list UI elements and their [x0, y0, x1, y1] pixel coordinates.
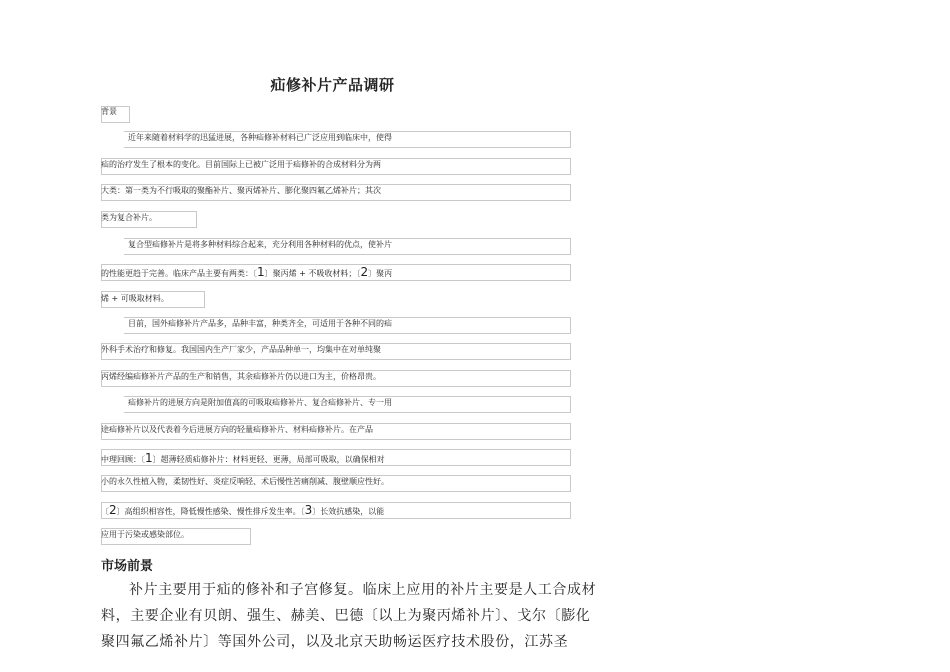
text-line: 大类：第一类为不行吸取的聚酯补片、聚丙烯补片、膨化聚四氟乙烯补片；其次	[101, 186, 381, 195]
text-line: 目前，国外疝修补片产品多，品种丰富，种类齐全，可适用于各种不同的疝	[128, 319, 392, 328]
text-line: 烯 + 可吸取材料。	[101, 294, 169, 303]
paragraph-line: 聚四氟乙烯补片〕等国外公司，以及北京天助畅运医疗技术股份，江苏圣	[101, 634, 569, 650]
text-line: 疝的治疗发生了根本的变化。目前国际上已被广泛用于疝修补的合成材料分为两	[101, 160, 381, 169]
paragraph-line: 补片主要用于疝的修补和子宫修复。临床上应用的补片主要是人工合成材	[129, 582, 597, 598]
text-line: 中理回顾：〔1〕超薄轻质疝修补片：材料更轻、更薄，局部可吸取，以确保相对	[101, 451, 385, 465]
section-title: 市场前景	[101, 559, 154, 574]
text-line: 小的永久性植入物，柔韧性好、炎症反响轻、术后慢性苦痛削减、腹壁顺应性好。	[101, 477, 389, 486]
text-line: 类为复合补片。	[101, 213, 157, 222]
text-line: 丙烯经编疝修补片产品的生产和销售，其余疝修补片仍以进口为主，价格昂贵。	[101, 372, 381, 381]
page-title: 疝修补片产品调研	[270, 76, 395, 94]
paragraph-line: 料，主要企业有贝朗、强生、赫美、巴德〔以上为聚丙烯补片〕、戈尔〔膨化	[101, 608, 591, 624]
text-line: 复合型疝修补片是将多种材料综合起来，充分利用各种材料的优点，使补片	[128, 240, 392, 249]
text-line: 的性能更趋于完善。临床产品主要有两类：〔1〕聚丙烯 + 不吸收材料；〔2〕聚丙	[101, 265, 393, 279]
background-label: 背景	[101, 107, 117, 116]
text-line: 〔2〕高组织相容性，降低慢性感染、慢性排斥发生率。〔3〕长效抗感染，以能	[101, 503, 385, 517]
text-line: 疝修补片的进展方向是附加值高的可吸取疝修补片、复合疝修补片、专一用	[128, 398, 392, 407]
text-line: 应用于污染或感染部位。	[101, 530, 189, 539]
text-line: 近年来随着材料学的迅猛进展，各种疝修补材料已广泛应用到临床中，使得	[128, 133, 392, 142]
text-line: 外科手术治疗和修复。我国国内生产厂家少，产品品种单一，均集中在对单纯聚	[101, 345, 381, 354]
text-line: 途疝修补片以及代表着今后进展方向的轻量疝修补片、材料疝修补片。在产品	[101, 425, 373, 434]
